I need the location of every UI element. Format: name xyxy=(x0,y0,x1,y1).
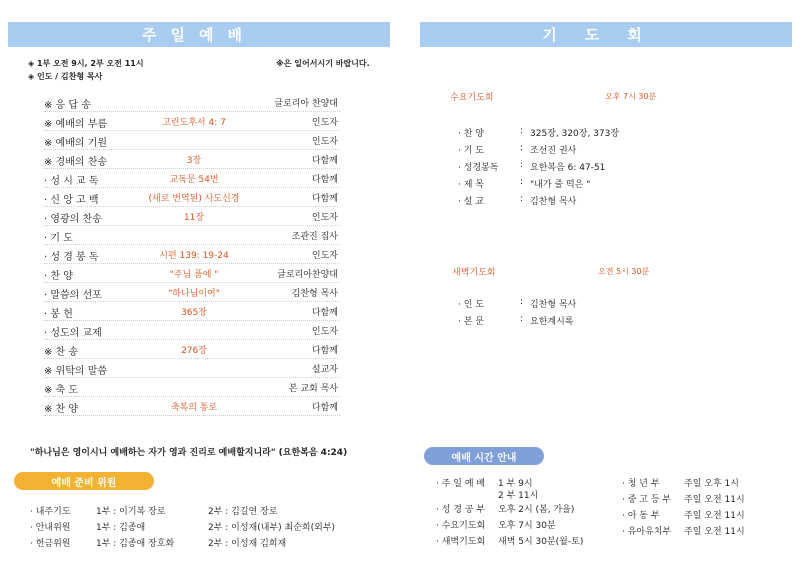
colon: : xyxy=(520,297,524,307)
order-row xyxy=(44,321,340,340)
order-detail: "하나님이여" xyxy=(168,289,220,299)
order-row xyxy=(44,340,340,359)
order-person: 다함께 xyxy=(311,308,338,318)
schedule-label: · 아 동 부 xyxy=(622,511,660,521)
order-row xyxy=(44,283,340,302)
order-person: 다함께 xyxy=(311,194,338,204)
order-row xyxy=(44,245,340,264)
schedule-label: · 유아유치부 xyxy=(622,527,672,537)
order-row xyxy=(44,378,340,397)
order-person: 인도자 xyxy=(311,213,338,223)
order-title: · 성 시 교 독 xyxy=(44,176,99,187)
prayer-item-label: · 찬 양 xyxy=(458,129,484,139)
order-detail: 시편 139: 19-24 xyxy=(159,251,229,261)
prayer-item xyxy=(458,194,758,208)
order-title: · 기 도 xyxy=(44,233,73,244)
schedule-label: · 성 경 공 부 xyxy=(436,505,486,515)
order-detail: 11장 xyxy=(183,213,205,223)
order-detail: (새로 번역된) 사도신경 xyxy=(148,194,240,204)
order-title: · 성 경 봉 독 xyxy=(44,252,99,263)
order-title: ※ 예배의 기원 xyxy=(44,138,108,149)
wed-prayer-title: 수요기도회 xyxy=(450,93,494,103)
prayer-item-value: 김찬형 목사 xyxy=(530,300,577,310)
schedule-value: 오후 7시 30분 xyxy=(498,521,556,531)
order-row xyxy=(44,226,340,245)
order-person: 인도자 xyxy=(311,118,338,128)
order-title: · 영광의 찬송 xyxy=(44,214,102,225)
committee-second-service: 2부 : 이성재 김희재 xyxy=(208,539,287,549)
order-row xyxy=(44,359,340,378)
order-person: 설교자 xyxy=(311,365,338,375)
order-title: · 말씀의 선포 xyxy=(44,290,102,301)
committee-role: · 내주기도 xyxy=(30,507,71,517)
order-title: ※ 예배의 부름 xyxy=(44,119,108,130)
order-title: · 성도의 교제 xyxy=(44,328,102,339)
prayer-item xyxy=(458,126,758,140)
schedule-label: · 수요기도회 xyxy=(436,521,486,531)
order-person: 본 교회 목사 xyxy=(288,384,338,394)
committee-role: · 안내위원 xyxy=(30,523,71,533)
wed-prayer-time: 오후 7시 30분 xyxy=(605,92,657,101)
schedule-value: 2 부 11시 xyxy=(498,491,539,501)
order-title: · 신 앙 고 백 xyxy=(44,195,99,206)
committee-first-service: 1부 : 김종애 xyxy=(96,523,146,533)
order-person: 글로리아 찬양대 xyxy=(274,99,338,109)
committee-first-service: 1부 : 이기복 장로 xyxy=(96,507,166,517)
colon: : xyxy=(520,160,524,170)
order-title: ※ 찬 송 xyxy=(44,347,79,358)
order-row xyxy=(44,169,340,188)
schedule-value: 새벽 5시 30분(월-토) xyxy=(498,537,584,547)
order-person: 인도자 xyxy=(311,251,338,261)
order-title: · 찬 양 xyxy=(44,271,73,282)
order-detail: 365장 xyxy=(181,308,207,318)
order-person: 글로리아찬양대 xyxy=(277,270,338,280)
committee-second-service: 2부 : 김길연 장로 xyxy=(208,507,278,517)
schedule-label: · 청 년 부 xyxy=(622,479,660,489)
committee-second-service: 2부 : 이성재(내부) 최순희(외부) xyxy=(208,523,336,533)
verse-quote: "하나님은 영이시니 예배하는 자가 영과 진리로 예배할지니라" (요한복음 4:24) xyxy=(30,448,348,458)
prayer-item-value: "내가 줄 떡은 " xyxy=(530,180,591,190)
committee-role: · 헌금위원 xyxy=(30,539,71,549)
colon: : xyxy=(520,194,524,204)
order-detail: 축복의 통로 xyxy=(170,403,218,413)
prayer-item-value: 조선진 권사 xyxy=(530,146,577,156)
prayer-item-value: 요한복음 6: 47-51 xyxy=(530,163,606,173)
order-detail: "주님 품에 " xyxy=(169,270,219,280)
order-row xyxy=(44,112,340,131)
order-row xyxy=(44,397,340,416)
prayer-item-label: · 설 교 xyxy=(458,197,484,207)
schedule-value: 주일 오전 11시 xyxy=(684,511,745,521)
prayer-item-label: · 인 도 xyxy=(458,300,484,310)
order-person: 인도자 xyxy=(311,137,338,147)
schedule-pill: 예배 시간 안내 xyxy=(424,447,544,465)
order-title: · 봉 헌 xyxy=(44,309,73,320)
schedule-label: · 주 일 예 배 xyxy=(436,479,486,489)
order-person: 다함께 xyxy=(311,156,338,166)
schedule-value: 주일 오전 11시 xyxy=(684,527,745,537)
prayer-item xyxy=(458,297,758,311)
prayer-item-label: · 제 목 xyxy=(458,180,484,190)
order-row xyxy=(44,188,340,207)
schedule-label: · 새벽기도회 xyxy=(436,537,486,547)
prayer-item xyxy=(458,177,758,191)
order-title: ※ 위탁의 말씀 xyxy=(44,366,108,377)
prayer-item-value: 김찬형 목사 xyxy=(530,197,577,207)
order-row xyxy=(44,207,340,226)
order-person: 김찬형 목사 xyxy=(291,289,338,299)
schedule-value: 주일 오후 1시 xyxy=(684,479,739,489)
prayer-item-value: 325장, 320장, 373장 xyxy=(530,129,620,139)
colon: : xyxy=(520,314,524,324)
committee-first-service: 1부 : 김종애 장호화 xyxy=(96,539,175,549)
leader-line: ◈ 인도 / 김찬형 목사 xyxy=(28,72,103,81)
order-detail: 교독문 54번 xyxy=(169,175,219,185)
order-person: 다함께 xyxy=(311,346,338,356)
order-title: ※ 찬 양 xyxy=(44,404,79,415)
service-times: ◈ 1부 오전 9시, 2부 오전 11시 xyxy=(28,59,144,68)
prayer-banner: 기도회 xyxy=(420,22,792,47)
prayer-item-label: · 기 도 xyxy=(458,146,484,156)
order-person: 인도자 xyxy=(311,327,338,337)
prayer-item-value: 요한계시록 xyxy=(530,317,574,327)
committee-pill: 예배 준비 위원 xyxy=(14,472,154,490)
dawn-prayer-time: 오전 5시 30분 xyxy=(598,267,650,276)
schedule-value: 주일 오전 11시 xyxy=(684,495,745,505)
order-row xyxy=(44,302,340,321)
order-person: 다함께 xyxy=(311,175,338,185)
order-person: 조관진 집사 xyxy=(291,232,338,242)
standing-note: ※은 일어서시기 바랍니다. xyxy=(276,59,370,68)
prayer-item-label: · 본 문 xyxy=(458,317,484,327)
order-detail: 276장 xyxy=(181,346,207,356)
dawn-prayer-title: 새벽기도회 xyxy=(452,268,496,278)
colon: : xyxy=(520,126,524,136)
order-detail: 3장 xyxy=(186,156,202,166)
prayer-item xyxy=(458,143,758,157)
order-row xyxy=(44,93,340,112)
schedule-value: 오후 2시 (봄, 가을) xyxy=(498,505,575,515)
prayer-item xyxy=(458,314,758,328)
worship-banner: 주일예배 xyxy=(8,22,390,47)
colon: : xyxy=(520,177,524,187)
prayer-item xyxy=(458,160,758,174)
colon: : xyxy=(520,143,524,153)
schedule-value: 1 부 9시 xyxy=(498,479,533,489)
order-title: ※ 축 도 xyxy=(44,385,79,396)
order-title: ※ 응 답 송 xyxy=(44,100,91,111)
order-row xyxy=(44,150,340,169)
prayer-item-label: · 성경봉독 xyxy=(458,163,499,173)
order-title: ※ 경배의 찬송 xyxy=(44,157,108,168)
order-row xyxy=(44,131,340,150)
order-person: 다함께 xyxy=(311,403,338,413)
schedule-label: · 중 고 등 부 xyxy=(622,495,672,505)
order-detail: 고린도후서 4: 7 xyxy=(162,118,226,128)
order-row xyxy=(44,264,340,283)
